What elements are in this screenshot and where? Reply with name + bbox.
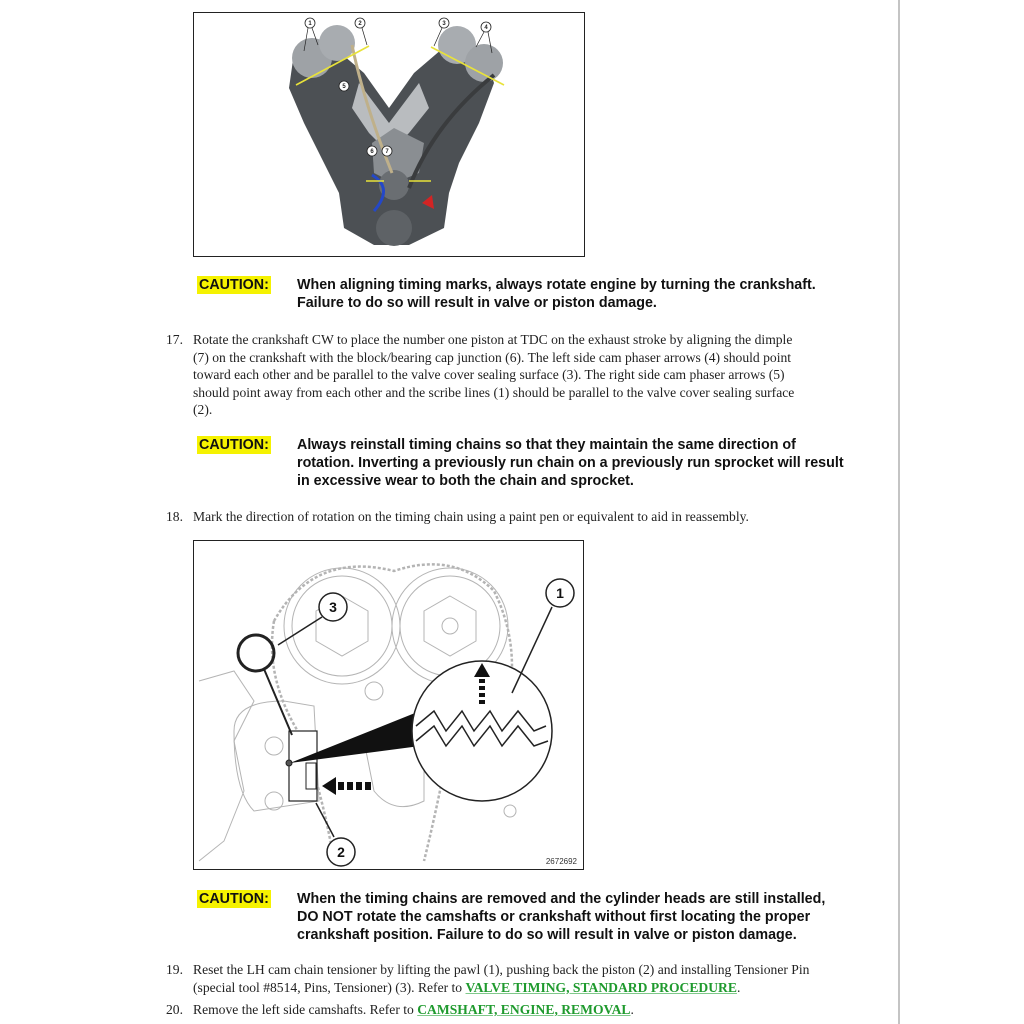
callout-2-label: 2 (337, 844, 345, 860)
bolt (365, 682, 383, 700)
step-number: 20. (166, 1002, 183, 1017)
caution-line: Always reinstall timing chains so that they maintain the same direction of (297, 437, 796, 453)
dash (479, 679, 485, 683)
caution-label: CAUTION: (199, 891, 269, 907)
callout-3-label: 3 (442, 21, 446, 27)
callout-2-label: 2 (358, 21, 362, 27)
caution-message (297, 890, 825, 944)
callout-7-label: 7 (385, 149, 389, 155)
step-text-suffix: . (630, 1002, 634, 1017)
tensioner-pin-ring (238, 635, 274, 671)
tensioner-figure (193, 540, 584, 870)
valve-timing-procedure-link[interactable]: VALVE TIMING, STANDARD PROCEDURE (465, 979, 737, 995)
caution-line: rotation. Inverting a previously run chain on a previously run sprocket will result (297, 455, 844, 471)
callout-6-label: 6 (370, 149, 374, 155)
leader-2 (362, 28, 367, 45)
dash (356, 782, 362, 790)
step-number: 19. (166, 962, 183, 977)
callout-5-label: 5 (342, 84, 346, 90)
step-line: (7) on the crankshaft with the block/bearing cap junction (6). The left side cam phaser arrows (4) should point (193, 349, 792, 365)
step-text (193, 1001, 634, 1019)
engine-timing-figure (193, 12, 585, 257)
step-text-prefix: Remove the left side camshafts. Refer to (193, 1002, 418, 1017)
figure-id: 2672692 (545, 857, 577, 866)
right-cam-bolt-head (424, 596, 476, 656)
step-line: (2). (193, 402, 213, 418)
caution-line: crankshaft position. Failure to do so will result in valve or piston damage. (297, 927, 797, 943)
caution-line: When the timing chains are removed and the cylinder heads are still installed, (297, 891, 826, 907)
left-cam-sprocket (284, 568, 400, 684)
tensioner-illustration (194, 541, 582, 868)
dash (479, 693, 485, 697)
caution-message (297, 276, 816, 312)
tensioner-pawl (286, 760, 292, 766)
bolt (265, 737, 283, 755)
callout-1-label: 1 (308, 21, 312, 27)
leader-1 (512, 607, 552, 693)
bolt (504, 805, 516, 817)
caution-message (297, 436, 844, 490)
callout-3-label: 3 (329, 599, 337, 615)
caution-line: Failure to do so will result in valve or piston damage. (297, 295, 657, 311)
right-cam-center (442, 618, 458, 634)
right-cam-sprocket-2 (465, 44, 503, 82)
step-line: toward each other and be parallel to the valve cover sealing surface (3). The right side cam phaser arrows (5) (193, 367, 785, 383)
step-text-prefix: (special tool #8514, Pins, Tensioner) (3). Refer to (193, 979, 466, 995)
caution-line: DO NOT rotate the camshafts or crankshaft without first locating the proper (297, 909, 811, 925)
dash (479, 686, 485, 690)
step-text (193, 961, 809, 996)
caution-line: When aligning timing marks, always rotate engine by turning the crankshaft. (297, 277, 816, 293)
step-line (193, 979, 809, 997)
step-text-suffix: . (736, 979, 741, 995)
crank-pulley (376, 210, 412, 246)
step-number: 18. (166, 509, 183, 524)
callout-4-label: 4 (484, 25, 488, 31)
step-line: Reset the LH cam chain tensioner by lifting the pawl (1), pushing back the piston (2) and installing Tensioner Pin (193, 962, 810, 977)
step-text (193, 331, 794, 419)
block-outline-left (199, 671, 254, 861)
step-text: Mark the direction of rotation on the timing chain using a paint pen or equivalent to aid in reassembly. (193, 509, 749, 524)
caution-label: CAUTION: (199, 437, 269, 453)
tensioner-piston (306, 763, 316, 789)
page-edge-divider (898, 0, 900, 1024)
camshaft-removal-link[interactable]: CAMSHAFT, ENGINE, REMOVAL (417, 1002, 631, 1017)
step-line: Rotate the crankshaft CW to place the number one piston at TDC on the exhaust stroke by aligning the dimple (193, 332, 793, 347)
caution-label: CAUTION: (199, 277, 269, 293)
step-number: 17. (166, 332, 183, 347)
dash (347, 782, 353, 790)
push-arrow-dashes (338, 782, 371, 790)
leader-2 (316, 803, 334, 837)
engine-illustration (194, 13, 583, 255)
push-arrow-head (322, 777, 336, 795)
callout-1-label: 1 (556, 585, 564, 601)
dash (338, 782, 344, 790)
bolt (265, 792, 283, 810)
step-line: should point away from each other and the scribe lines (1) should be parallel to the valve cover sealing surface (193, 384, 795, 400)
dash (479, 700, 485, 704)
caution-line: in excessive wear to both the chain and sprocket. (297, 473, 634, 489)
dash (365, 782, 371, 790)
